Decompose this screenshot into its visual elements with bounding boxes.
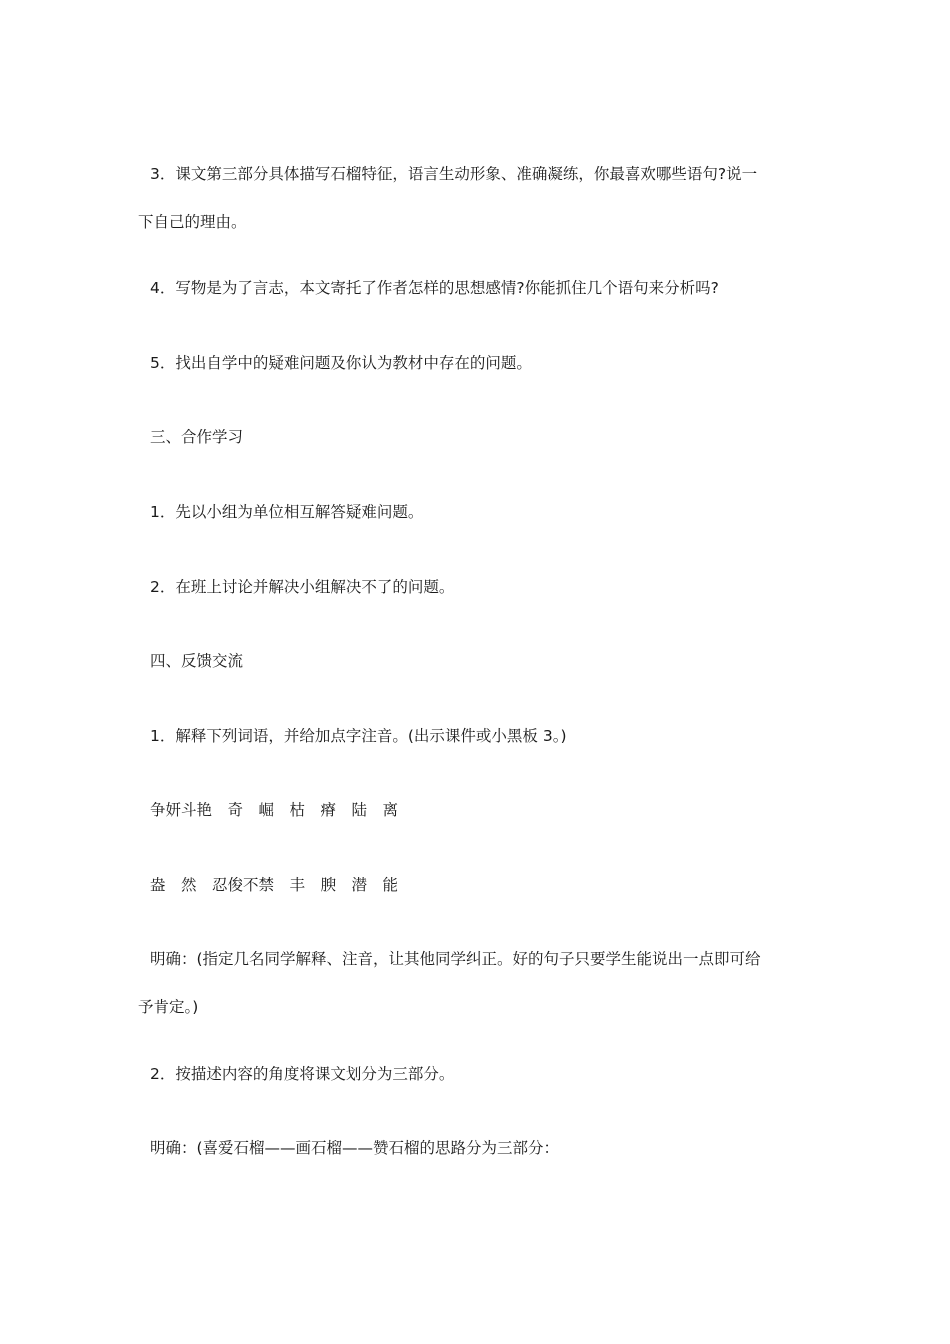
clarification-2-line: 明确：(喜爱石榴——画石榴——赞石榴的思路分为三部分： xyxy=(150,1139,560,1157)
clarification-1 xyxy=(138,949,818,1017)
section-heading-cooperative-learning xyxy=(138,427,818,447)
feedback-item-1-line: 1．解释下列词语，并给加点字注音。(出示课件或小黑板 3。) xyxy=(150,727,567,745)
question-5 xyxy=(138,353,818,373)
vocabulary-row-2-line: 盎 然 忍俊不禁 丰 腴 潜 能 xyxy=(150,876,399,894)
question-3-line-1: 3．课文第三部分具体描写石榴特征，语言生动形象、准确凝练，你最喜欢哪些语句?说一 xyxy=(150,165,758,183)
clarification-1-line-1: 明确：(指定几名同学解释、注音，让其他同学纠正。好的句子只要学生能说出一点即可给 xyxy=(150,950,761,968)
cooperative-item-2-line: 2．在班上讨论并解决小组解决不了的问题。 xyxy=(150,578,455,596)
feedback-item-1 xyxy=(138,726,818,746)
clarification-2 xyxy=(138,1138,818,1158)
cooperative-item-1-line: 1．先以小组为单位相互解答疑难问题。 xyxy=(150,503,424,521)
question-4 xyxy=(138,278,818,298)
question-3 xyxy=(138,164,818,232)
cooperative-item-1 xyxy=(138,502,818,522)
feedback-item-2 xyxy=(138,1064,818,1084)
section-heading-3: 三、合作学习 xyxy=(150,428,244,446)
clarification-1-line-2: 予肯定。) xyxy=(138,998,199,1016)
vocabulary-row-2 xyxy=(138,875,818,895)
question-4-line-1: 4．写物是为了言志，本文寄托了作者怎样的思想感情?你能抓住几个语句来分析吗? xyxy=(150,279,719,297)
vocabulary-row-1-line: 争妍斗艳 奇 崛 枯 瘠 陆 离 xyxy=(150,801,399,819)
question-3-line-2: 下自己的理由。 xyxy=(138,213,247,231)
question-5-line-1: 5．找出自学中的疑难问题及你认为教材中存在的问题。 xyxy=(150,354,532,372)
vocabulary-row-1 xyxy=(138,800,818,820)
section-heading-feedback xyxy=(138,651,818,671)
cooperative-item-2 xyxy=(138,577,818,597)
section-heading-4: 四、反馈交流 xyxy=(150,652,244,670)
feedback-item-2-line: 2．按描述内容的角度将课文划分为三部分。 xyxy=(150,1065,455,1083)
